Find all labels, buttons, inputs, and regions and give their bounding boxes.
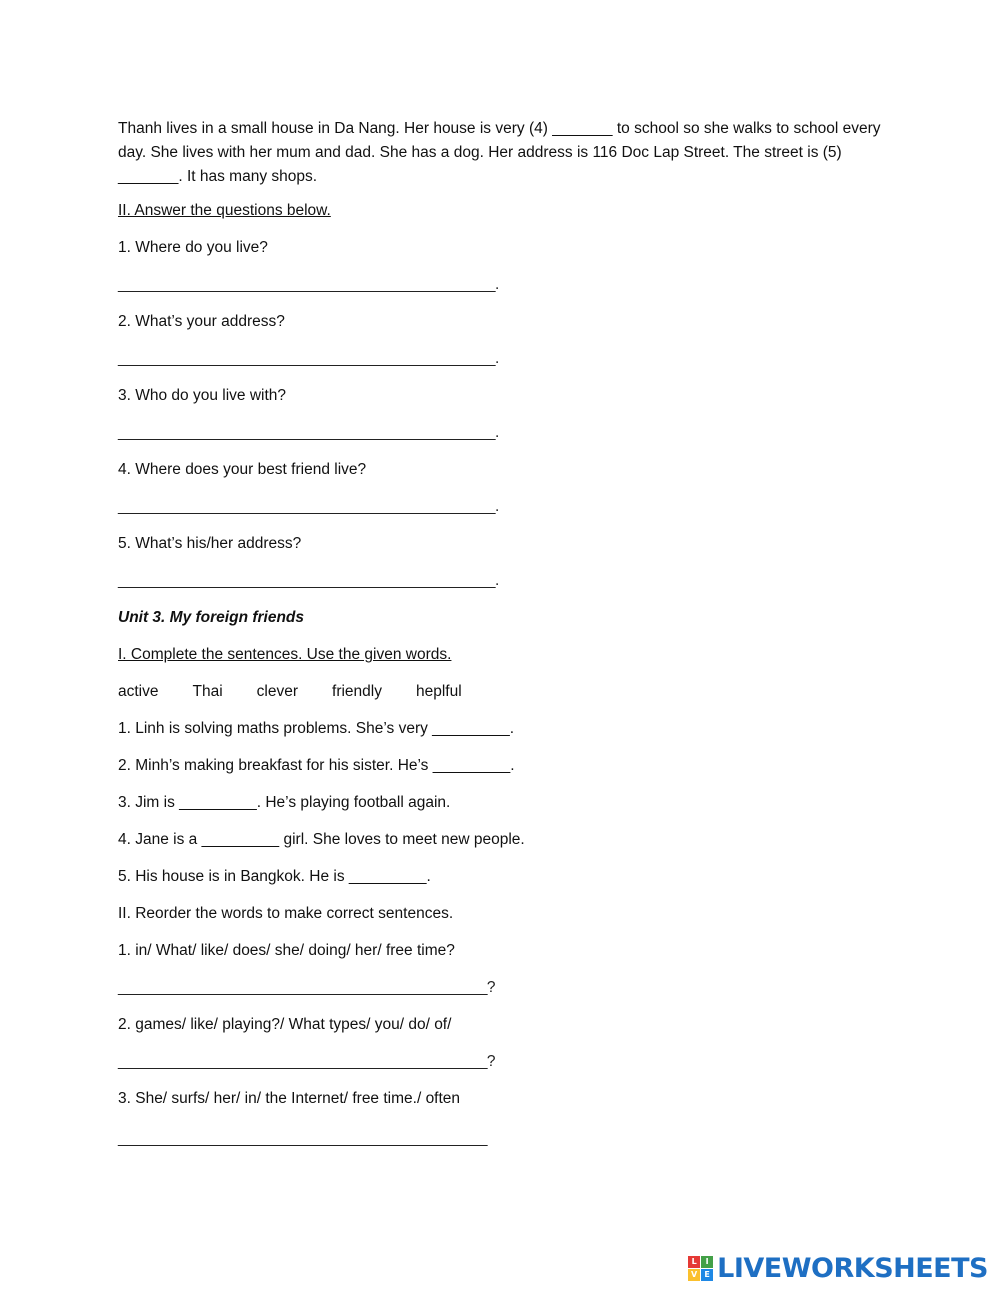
answer-line-3[interactable]: _______________________________________________. (118, 424, 499, 441)
word-bank-item: Thai (192, 683, 223, 700)
section-heading-reorder: II. Reorder the words to make correct sentences. (118, 905, 454, 922)
logo-mark-letter: I (701, 1256, 713, 1268)
logo-mark-letter: L (688, 1256, 700, 1268)
reorder-answer-line-2[interactable]: ______________________________________________? (118, 1053, 495, 1070)
answer-line-1[interactable]: _______________________________________________. (118, 276, 499, 293)
fill-sentence-1[interactable]: 1. Linh is solving maths problems. She’s very _________. (118, 720, 515, 737)
fill-sentence-5[interactable]: 5. His house is in Bangkok. He is _________. (118, 868, 431, 885)
question-4: 4. Where does your best friend live? (118, 461, 367, 478)
reorder-prompt-1: 1. in/ What/ like/ does/ she/ doing/ her/ free time? (118, 942, 455, 959)
question-3: 3. Who do you live with? (118, 387, 287, 404)
question-1: 1. Where do you live? (118, 239, 268, 256)
word-bank-item: clever (256, 683, 299, 700)
worksheet-page (118, 117, 888, 1166)
question-2: 2. What’s your address? (118, 313, 285, 330)
answer-line-4[interactable]: _______________________________________________. (118, 498, 499, 515)
reorder-answer-line-1[interactable]: ______________________________________________? (118, 979, 495, 996)
answer-line-2[interactable]: _______________________________________________. (118, 350, 499, 367)
liveworksheets-logo (688, 1252, 988, 1284)
reorder-prompt-2: 2. games/ like/ playing?/ What types/ you/ do/ of/ (118, 1016, 452, 1033)
reorder-prompt-3: 3. She/ surfs/ her/ in/ the Internet/ free time./ often (118, 1090, 461, 1107)
section-heading-answer-questions: II. Answer the questions below. (118, 202, 331, 219)
fill-sentence-2[interactable]: 2. Minh’s making breakfast for his sister. He’s _________. (118, 757, 515, 774)
fill-sentence-4[interactable]: 4. Jane is a _________ girl. She loves to meet new people. (118, 831, 525, 848)
logo-mark-letter: V (688, 1269, 700, 1281)
word-bank-item: active (118, 683, 159, 700)
reading-passage: Thanh lives in a small house in Da Nang. Her house is very (4) _______ to school so she walks to school every day. She lives with her mum and dad. She has a dog. Her address is 116 Doc Lap Street. The street is (5) _______. It has many shops. (118, 120, 881, 185)
reorder-answer-line-3[interactable]: ______________________________________________ (118, 1130, 487, 1147)
section-heading-complete-sentences: I. Complete the sentences. Use the given words. (118, 646, 452, 663)
unit-title: Unit 3. My foreign friends (118, 609, 305, 626)
answer-line-5[interactable]: _______________________________________________. (118, 572, 499, 589)
word-bank-item: friendly (332, 683, 382, 700)
word-bank (118, 682, 888, 702)
question-5: 5. What’s his/her address? (118, 535, 302, 552)
logo-mark-letter: E (701, 1269, 713, 1281)
fill-sentence-3[interactable]: 3. Jim is _________. He’s playing football again. (118, 794, 451, 811)
logo-text: LIVEWORKSHEETS (717, 1252, 988, 1284)
logo-mark-icon (688, 1256, 713, 1281)
word-bank-item: heplful (415, 683, 462, 700)
